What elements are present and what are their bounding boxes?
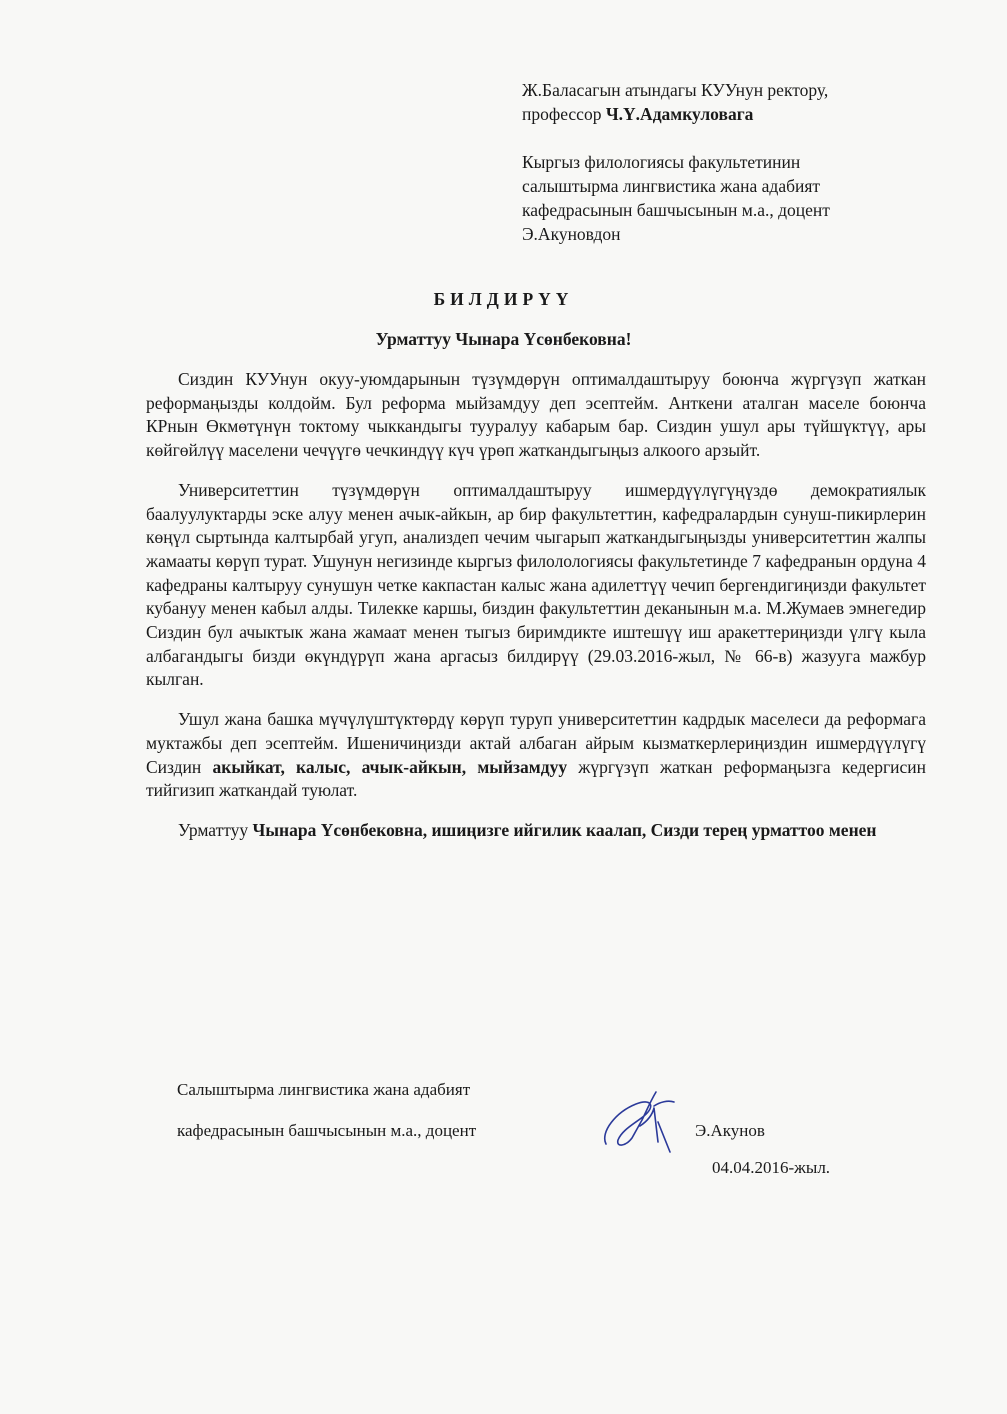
- paragraph-4-bold: Чынара Үсөнбековна, ишиңизге ийгилик каалап, Сизди терең урматтоо менен: [252, 819, 877, 840]
- paragraph-4-start: Урматтуу: [178, 819, 253, 840]
- signer-position-line-1: Салыштырма лингвистика жана адабият: [177, 1080, 471, 1099]
- addressee-line-1: Ж.Баласагын атындагы КУУнун ректору,: [522, 80, 829, 100]
- signer-name: Э.Акунов: [695, 1121, 765, 1140]
- sender-line-1: Кыргыз филологиясы факультетинин: [522, 152, 801, 172]
- paragraph-3-bold: акыйкат, калыс, ачык-айкын, мыйзамдуу: [212, 756, 568, 777]
- letter-date: 04.04.2016-жыл.: [712, 1158, 831, 1177]
- sender-line-4: Э.Акуновдон: [522, 224, 621, 244]
- addressee-rector: [522, 78, 926, 126]
- sender-block: [522, 150, 926, 246]
- handwritten-signature: [596, 1082, 680, 1162]
- addressee-line-2: [522, 102, 926, 126]
- paragraph-1: Сиздин КУУнун окуу-уюмдарынын түзүмдөрүн оптималдаштыруу боюнча жүргүзүп жаткан реформаңызды колдойм. Бул реформа мыйзамдуу деп эсептейм. Анткени аталган маселе боюнча КРнын Өкмөтүнүн токтому чыккандыгы тууралуу кабарым бар. Сиздин ушул ары түйшүктүү, ары көйгөйлүү маселени чечүүгө чечкиндүү күч үрөп жаткандыгыңыз алкоого арзыйт.: [146, 369, 926, 461]
- paragraph-3: [146, 708, 926, 803]
- signer-position-line-2: кафедрасынын башчысынын м.а., доцент: [177, 1121, 477, 1140]
- addressee-title: профессор: [522, 104, 606, 124]
- paragraph-3-start: Ушул жана башка мүчүлүштүктөрдү көрүп туруп университеттин кадрдык маселеси да реформага муктажбы деп эсептейм. Ишеничиңизди актай албаган айрым кызматкерлериңиздин ишмердүүлүгү Сиздин: [146, 709, 926, 777]
- addressee-block: [522, 78, 926, 246]
- letter-body: [146, 368, 926, 859]
- document-title: БИЛДИРҮҮ: [433, 289, 574, 309]
- sender-line-3: кафедрасынын башчысынын м.а., доцент: [522, 200, 830, 220]
- addressee-name: Ч.Ү.Адамкуловага: [605, 104, 754, 124]
- paragraph-3-end: жүргүзүп жаткан реформаңызга кедергисин тийгизип жаткандай туюлат.: [146, 756, 926, 801]
- paragraph-4: [146, 819, 926, 843]
- sender-line-2: салыштырма лингвистика жана адабият: [522, 176, 821, 196]
- paragraph-2: Университеттин түзүмдөрүн оптималдаштыруу ишмердүүлүгүңүздө демократиялык баалуулуктарды эске алуу менен ачык-айкын, ар бир факультеттин, кафедралардын сунуш-пикирлерин көңүл сыртында калтырбай угуп, анализдеп чечим чыгарып жаткандыгыңызды университеттин жалпы жамааты көрүп турат. Ушунун негизинде кыргыз филолологиясы факультетинде 7 кафедранын ордуна 4 кафедраны калтыруу сунушун четке какпастан калыс жана адилеттүү чечип бергендигиңизди факультет кубануу менен кабыл алды. Тилекке каршы, биздин факультеттин деканынын м.а. М.Жумаев эмнегедир Сиздин бул ачыктык жана жамаат менен тыгыз биримдикте иштешүү иш аракеттериңизди үлгү кыла албагандыгы бизди өкүндүрүп жана аргасыз билдирүү (29.03.2016-жыл, № 66-в) жазууга мажбур кылган.: [146, 479, 926, 690]
- salutation: Урматтуу Чынара Үсөнбековна!: [375, 329, 632, 349]
